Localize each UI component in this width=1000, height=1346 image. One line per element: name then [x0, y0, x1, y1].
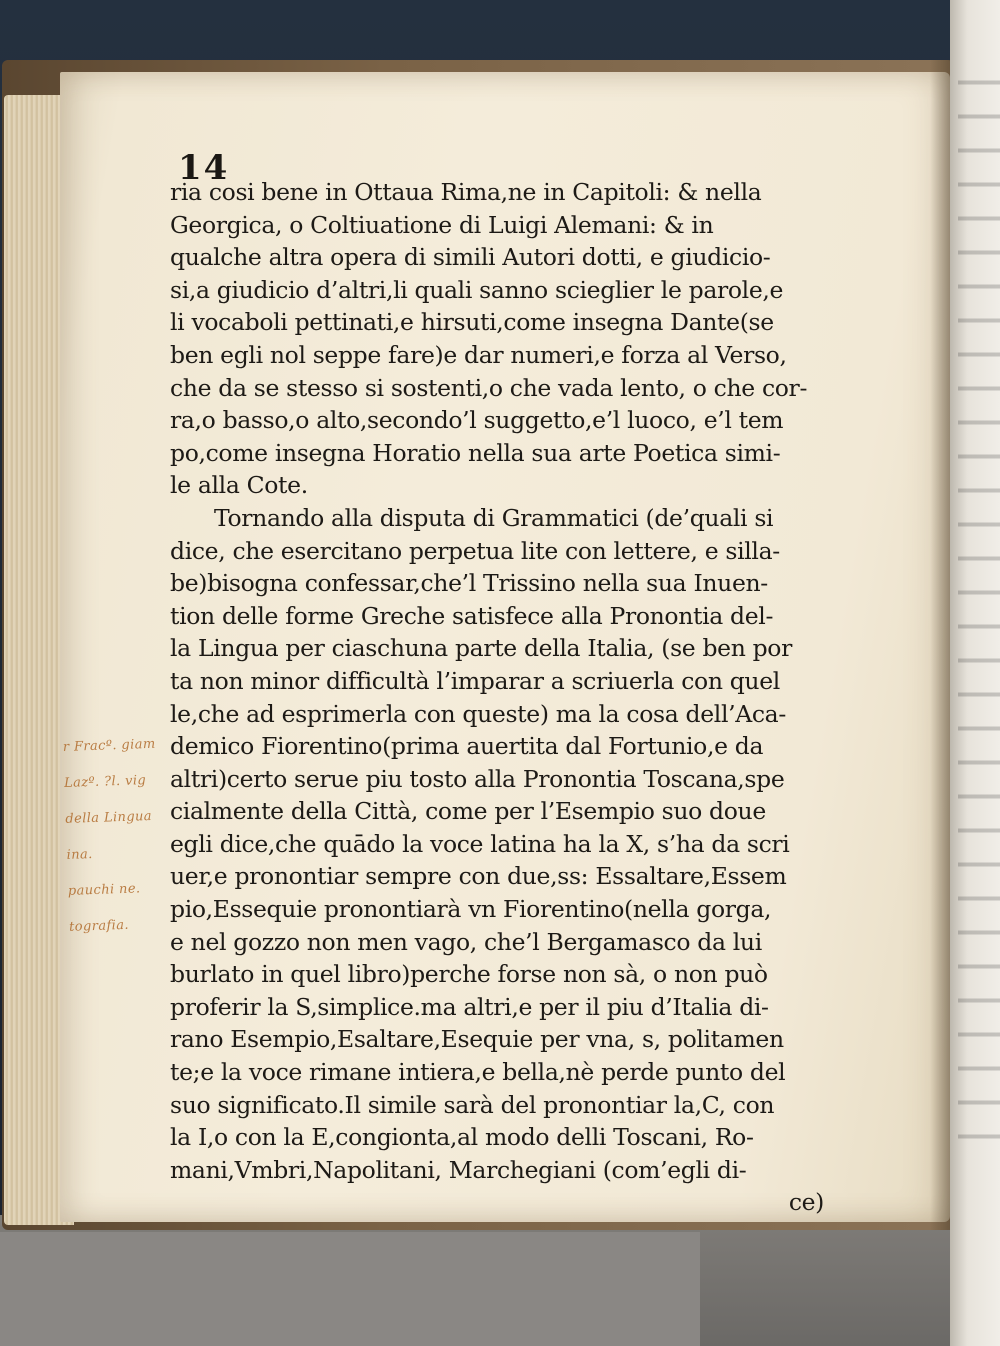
note-line: tografia.	[68, 917, 130, 935]
text-line: demico Fiorentino(prima auertita dal Fortunio,e da	[170, 732, 764, 761]
text-line: le alla Cote.	[170, 471, 308, 500]
text-line: li vocaboli pettinati,e hirsuti,come insegna Dante(se	[170, 308, 774, 337]
text-line: te;e la voce rimane intiera,e bella,nè perde punto del	[170, 1058, 786, 1087]
text-line: proferir la S,simplice.ma altri,e per il piu d’Italia di-	[170, 992, 769, 1021]
printed-text-block	[170, 176, 830, 1219]
text-line: dice, che esercitano perpetua lite con lettere, e silla-	[170, 536, 780, 565]
note-line: pauchi ne.	[67, 881, 141, 899]
text-line: ria cosi bene in Ottaua Rima,ne in Capitoli: & nella	[170, 178, 762, 206]
text-line: ra,o basso,o alto,secondo’l suggetto,e’l luoco, e’l tem	[170, 406, 784, 435]
text-line: tion delle forme Greche satisfece alla Pronontia del-	[170, 601, 774, 630]
text-line: altri)certo serue piu tosto alla Pronontia Toscana,spe	[170, 764, 785, 793]
text-line: la Lingua per ciaschuna parte della Italia, (se ben por	[170, 634, 792, 663]
text-line: Georgica, o Coltiuatione di Luigi Alemani: & in	[170, 210, 714, 239]
page-number: 14	[178, 148, 230, 188]
text-line: si,a giudicio d’altri,li quali sanno scieglier le parole,e	[170, 275, 784, 304]
text-line: suo significato.Il simile sarà del pronontiar la,C, con	[170, 1090, 775, 1119]
text-line: be)bisogna confessar,che’l Trissino nella sua Inuen-	[170, 569, 768, 598]
text-line: ta non minor difficultà l’imparar a scriuerla con quel	[170, 666, 780, 695]
text-line: che da se stesso si sostenti,o che vada lento, o che cor-	[170, 373, 808, 402]
paragraph-start-line: Tornando alla disputa di Grammatici (de’quali si	[214, 503, 774, 532]
note-line: ina.	[66, 847, 93, 863]
text-line: burlato in quel libro)perche forse non sà, o non può	[170, 960, 768, 989]
handwritten-marginal-note	[62, 726, 179, 946]
text-line: uer,e pronontiar sempre con due,ss: Essaltare,Essem	[170, 862, 787, 891]
text-line: egli dice,che quādo la voce latina ha la X, s’ha da scri	[170, 829, 790, 858]
text-line: qualche altra opera di simili Autori dotti, e giudicio-	[170, 243, 771, 272]
text-line: mani,Vmbri,Napolitani, Marchegiani (com’egli di-	[170, 1155, 747, 1184]
note-line: della Lingua	[65, 808, 153, 827]
text-line: la I,o con la E,congionta,al modo delli Toscani, Ro-	[170, 1123, 754, 1152]
text-line: le,che ad esprimerla con queste) ma la cosa dell’Aca-	[170, 699, 786, 728]
text-line: e nel gozzo non men vago, che’l Bergamasco da lui	[170, 927, 762, 956]
note-line: Lazº. ?l. vig	[63, 773, 147, 791]
grey-support-card	[0, 1232, 700, 1346]
text-line: pio,Essequie pronontiarà vn Fiorentino(nella gorga,	[170, 895, 772, 924]
note-line: r Fracº. giam	[62, 736, 156, 755]
text-line: ben egli nol seppe fare)e dar numeri,e forza al Verso,	[170, 340, 787, 369]
text-line: cialmente della Città, come per l’Esempio suo doue	[170, 797, 766, 826]
facing-page-text	[958, 60, 1000, 1160]
catchword: ce)	[788, 1188, 824, 1217]
text-line: rano Esempio,Esaltare,Esequie per vna, s, politamen	[170, 1025, 784, 1054]
text-line: po,come insegna Horatio nella sua arte Poetica simi-	[170, 438, 781, 467]
